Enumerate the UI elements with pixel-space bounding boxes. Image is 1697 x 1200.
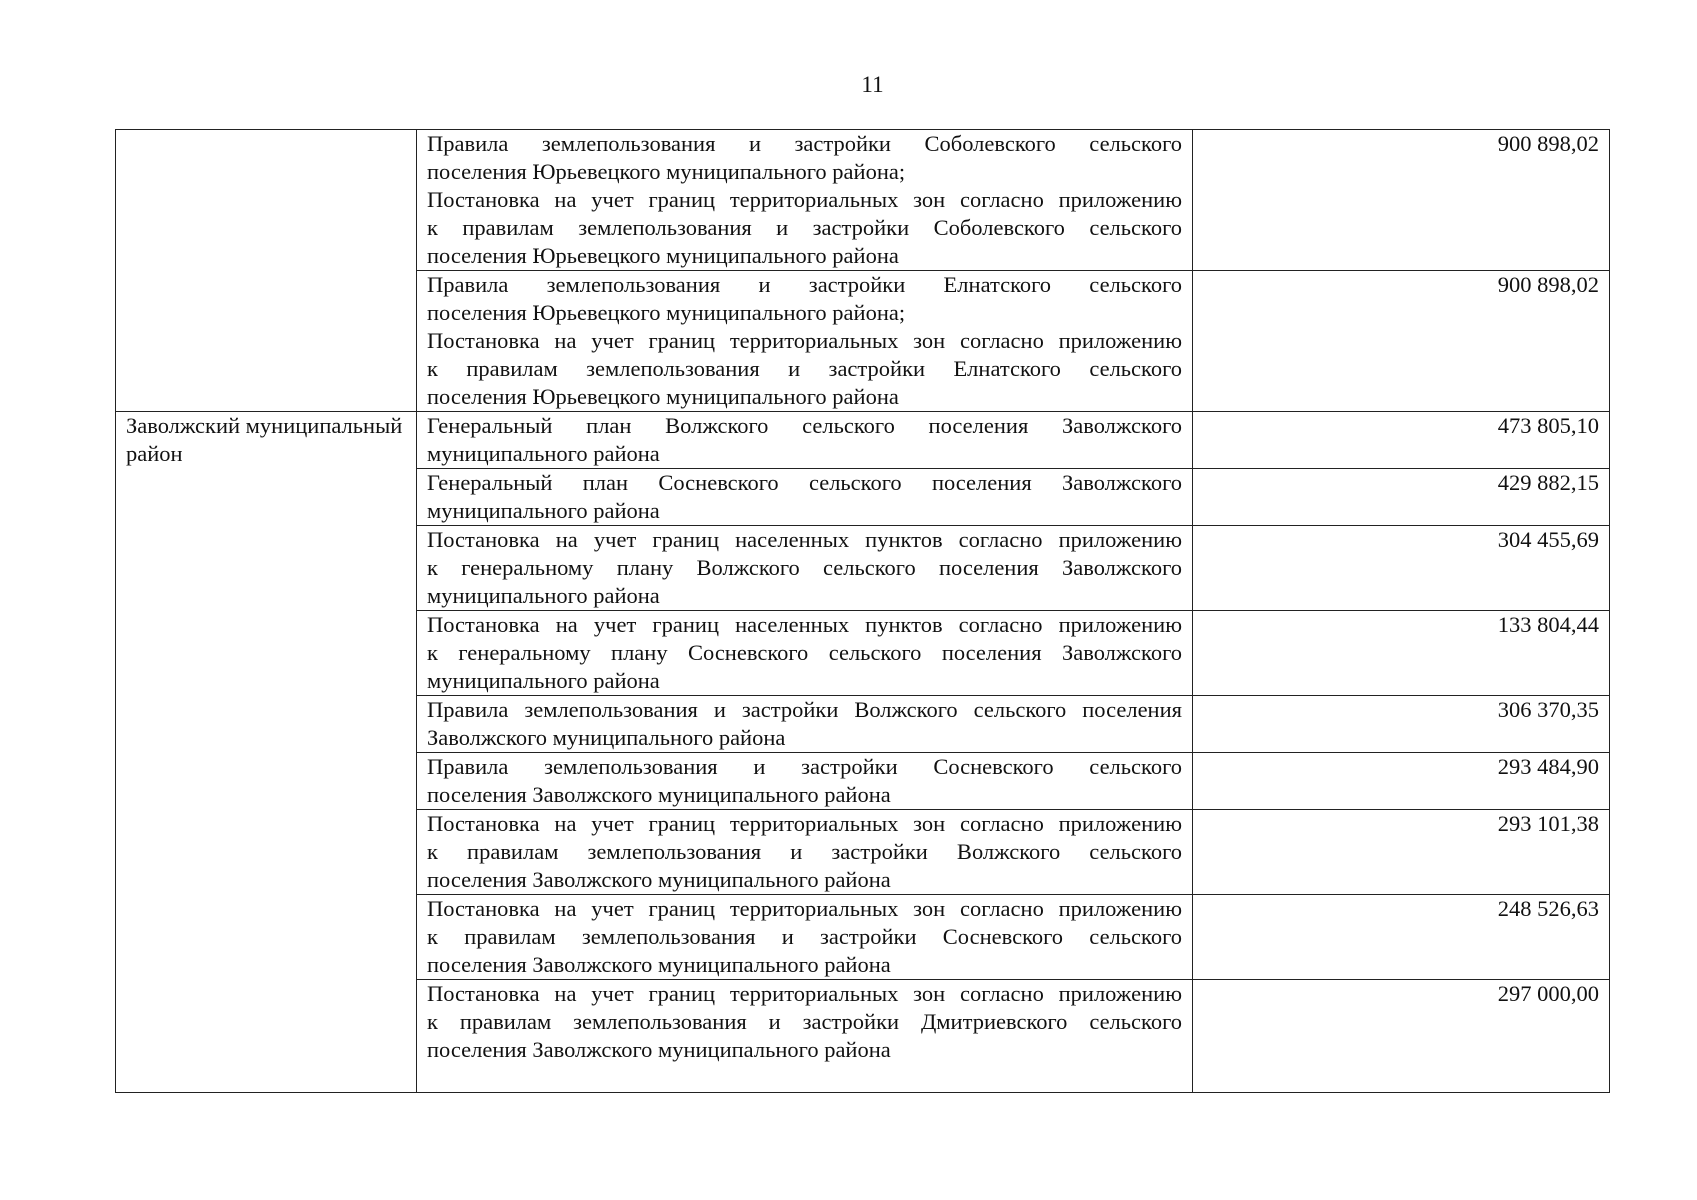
description-cell <box>417 271 1193 412</box>
description-line: поселения Юрьевецкого муниципального района <box>427 384 899 409</box>
description-line: Постановка на учет границ населенных пунктов согласно приложению <box>427 527 1182 552</box>
description-cell <box>417 753 1193 810</box>
document-table <box>115 129 1610 1093</box>
description-line: Генеральный план Сосневского сельского поселения Заволжского <box>427 470 1182 495</box>
description-cell <box>417 526 1193 611</box>
amount-cell: 306 370,35 <box>1193 696 1610 753</box>
description-line: к генеральному плану Волжского сельского поселения Заволжского <box>427 555 1182 580</box>
description-line: Постановка на учет границ территориальных зон согласно приложению <box>427 328 1182 353</box>
description-line: поселения Заволжского муниципального района <box>427 952 891 977</box>
description-line: Постановка на учет границ населенных пунктов согласно приложению <box>427 612 1182 637</box>
amount-cell: 429 882,15 <box>1193 469 1610 526</box>
description-line: Постановка на учет границ территориальных зон согласно приложению <box>427 896 1182 921</box>
description-line: муниципального района <box>427 498 660 523</box>
description-line: муниципального района <box>427 668 660 693</box>
description-line: поселения Юрьевецкого муниципального района; <box>427 159 906 184</box>
description-line: Правила землепользования и застройки Елнатского сельского <box>427 272 1182 297</box>
description-line: к правилам землепользования и застройки Волжского сельского <box>427 839 1182 864</box>
description-line: поселения Юрьевецкого муниципального района <box>427 243 899 268</box>
description-cell <box>417 810 1193 895</box>
description-line: к генеральному плану Сосневского сельского поселения Заволжского <box>427 640 1182 665</box>
description-line: к правилам землепользования и застройки Дмитриевского сельского <box>427 1009 1182 1034</box>
description-line: Правила землепользования и застройки Волжского сельского поселения <box>427 697 1182 722</box>
description-line: к правилам землепользования и застройки Сосневского сельского <box>427 924 1182 949</box>
description-line: Постановка на учет границ территориальных зон согласно приложению <box>427 981 1182 1006</box>
description-line: Правила землепользования и застройки Соболевского сельского <box>427 131 1182 156</box>
amount-cell: 297 000,00 <box>1193 980 1610 1093</box>
description-cell <box>417 696 1193 753</box>
description-cell <box>417 130 1193 271</box>
description-line: к правилам землепользования и застройки Елнатского сельского <box>427 356 1182 381</box>
amount-cell: 900 898,02 <box>1193 130 1610 271</box>
amount-cell: 248 526,63 <box>1193 895 1610 980</box>
description-line: Заволжского муниципального района <box>427 725 786 750</box>
description-line: к правилам землепользования и застройки Соболевского сельского <box>427 215 1182 240</box>
description-line: поселения Заволжского муниципального района <box>427 1037 891 1062</box>
description-cell <box>417 611 1193 696</box>
description-line: поселения Заволжского муниципального района <box>427 782 891 807</box>
table-row <box>116 412 1610 469</box>
amount-cell: 473 805,10 <box>1193 412 1610 469</box>
description-line: Постановка на учет границ территориальных зон согласно приложению <box>427 187 1182 212</box>
description-line: Генеральный план Волжского сельского поселения Заволжского <box>427 413 1182 438</box>
district-cell: Заволжский муниципальный район <box>116 412 417 1093</box>
description-line: поселения Заволжского муниципального района <box>427 867 891 892</box>
description-line: Правила землепользования и застройки Сосневского сельского <box>427 754 1182 779</box>
amount-cell: 293 101,38 <box>1193 810 1610 895</box>
description-line: Постановка на учет границ территориальных зон согласно приложению <box>427 811 1182 836</box>
description-line: поселения Юрьевецкого муниципального района; <box>427 300 906 325</box>
amount-cell: 900 898,02 <box>1193 271 1610 412</box>
description-cell <box>417 980 1193 1093</box>
district-cell-empty <box>116 130 417 412</box>
page-number: 11 <box>861 72 884 97</box>
description-line: муниципального района <box>427 441 660 466</box>
amount-cell: 304 455,69 <box>1193 526 1610 611</box>
amount-cell: 293 484,90 <box>1193 753 1610 810</box>
description-cell <box>417 412 1193 469</box>
description-cell <box>417 469 1193 526</box>
table-row <box>116 130 1610 271</box>
description-line: муниципального района <box>427 583 660 608</box>
description-cell <box>417 895 1193 980</box>
amount-cell: 133 804,44 <box>1193 611 1610 696</box>
